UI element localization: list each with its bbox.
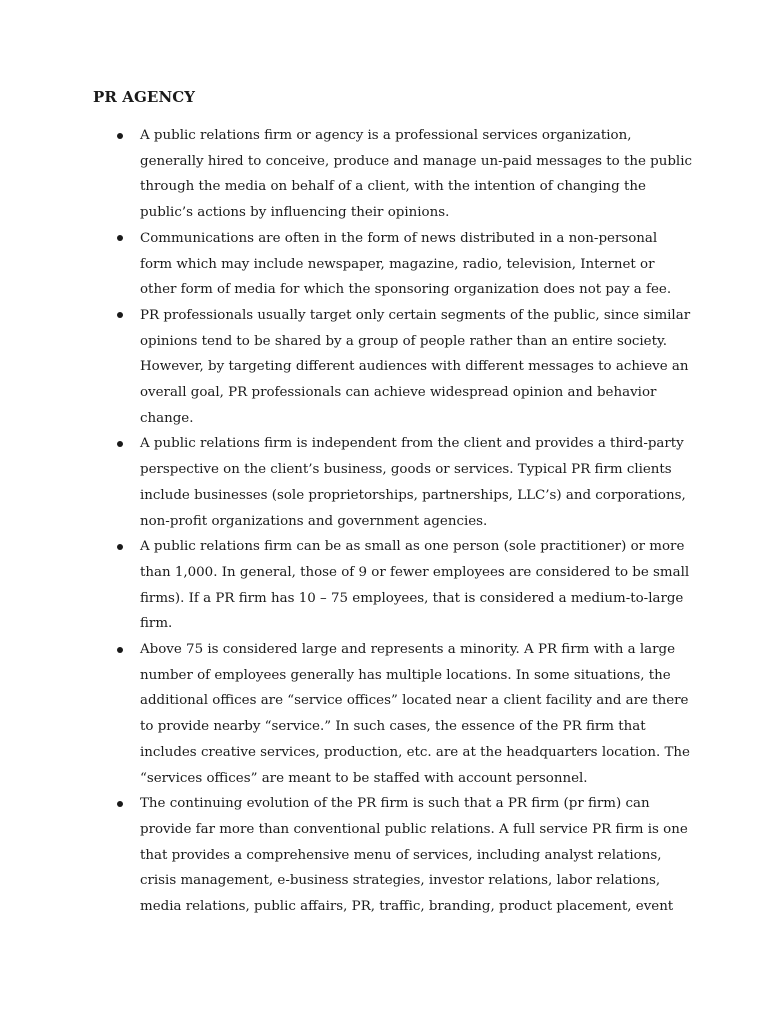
bullet-dot-icon [117,312,123,318]
bullet-text-line: non-profit organizations and government agencies. [140,513,488,529]
bullet-dot-icon [117,544,123,550]
bullet-text-line: provide far more than conventional public relations. A full service PR firm is one [140,821,688,837]
bullet-text-line: through the media on behalf of a client, with the intention of changing the [140,179,646,195]
bullet-item [0,303,691,432]
bullet-text-line: generally hired to conceive, produce and manage un-paid messages to the public [140,153,692,169]
bullet-text-line: media relations, public affairs, PR, traffic, branding, product placement, event [140,899,674,915]
bullet-text-line: include businesses (sole proprietorships, partnerships, LLC’s) and corporations, [140,487,686,503]
bullet-item [0,123,692,226]
page-title: PR AGENCY [93,88,196,106]
bullet-text-line: “services offices” are meant to be staffed with account personnel. [140,770,588,786]
bullet-text-line: that provides a comprehensive menu of services, including analyst relations, [140,847,662,863]
bullet-text-line: Above 75 is considered large and represents a minority. A PR firm with a large [140,642,675,658]
bullet-text-line: overall goal, PR professionals can achieve widespread opinion and behavior [140,385,657,401]
bullet-item [0,226,680,303]
bullet-text-line: number of employees generally has multiple locations. In some situations, the [140,667,671,683]
bullet-text-line: other form of media for which the sponsoring organization does not pay a fee. [140,282,672,298]
bullet-item [0,431,686,534]
bullet-text-line: perspective on the client’s business, goods or services. Typical PR firm clients [140,462,672,478]
bullet-text-line: public’s actions by influencing their opinions. [140,205,450,221]
bullet-text-line: firm. [140,616,173,632]
bullet-dot-icon [117,133,123,139]
bullet-text-line: However, by targeting different audiences with different messages to achieve an [140,359,689,375]
bullet-text-line: additional offices are “service offices” located near a client facility and are there [140,693,689,709]
bullet-text-line: A public relations firm is independent from the client and provides a third-party [140,436,684,452]
bullet-item [0,791,688,920]
bullet-text-line: includes creative services, production, etc. are at the headquarters location. The [140,744,690,760]
bullet-text-line: than 1,000. In general, those of 9 or fewer employees are considered to be small [140,564,690,580]
bullet-text-line: to provide nearby “service.” In such cases, the essence of the PR firm that [140,719,646,735]
bullet-text-line: form which may include newspaper, magazine, radio, television, Internet or [140,256,655,272]
bullet-text-line: A public relations firm can be as small as one person (sole practitioner) or more [140,539,685,555]
bullet-list [0,123,768,920]
bullet-text-line: PR professionals usually target only certain segments of the public, since similar [140,307,691,323]
bullet-dot-icon [117,235,123,241]
bullet-text-line: crisis management, e-business strategies, investor relations, labor relations, [140,873,661,889]
bullet-text-line: Communications are often in the form of news distributed in a non-personal [140,230,658,246]
bullet-item [0,637,690,791]
bullet-dot-icon [117,801,123,807]
bullet-dot-icon [117,441,123,447]
bullet-text-line: change. [140,410,194,426]
bullet-text-line: A public relations firm or agency is a professional services organization, [140,128,632,143]
bullet-dot-icon [117,647,123,653]
bullet-item [0,534,690,637]
bullet-text-line: firms). If a PR firm has 10 – 75 employees, that is considered a medium-to-large [140,590,684,606]
bullet-text-line: opinions tend to be shared by a group of people rather than an entire society. [140,333,668,349]
bullet-text-line: The continuing evolution of the PR firm is such that a PR firm (pr firm) can [140,796,650,812]
